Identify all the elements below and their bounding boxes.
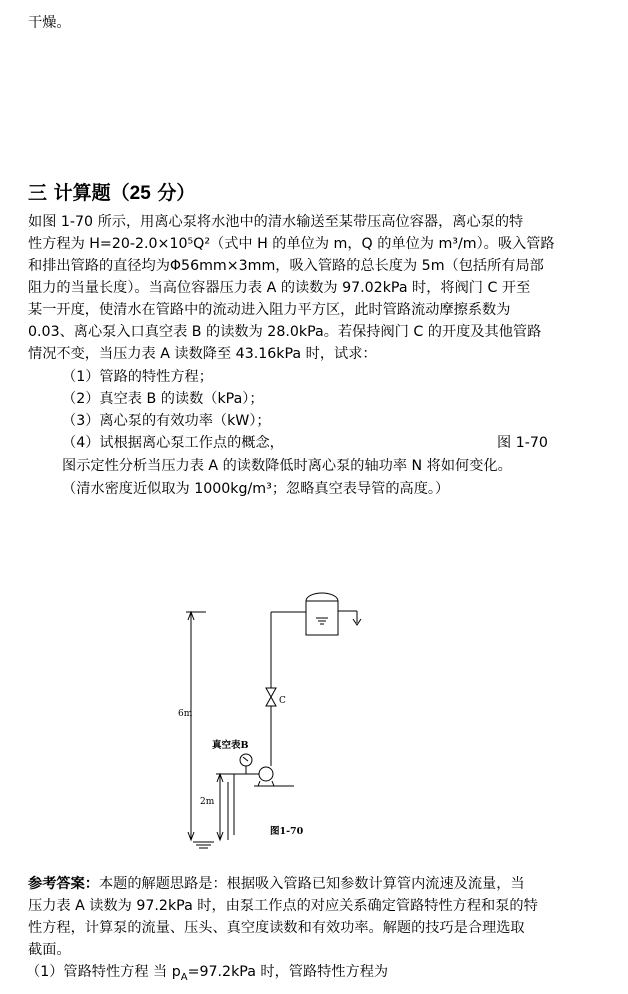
problem-line: 0.03、离心泵入口真空表 B 的读数为 28.0kPa。若保持阀门 C 的开度及其他管路: [28, 324, 542, 340]
answer-section: [28, 873, 538, 961]
high-tank-vessel: [306, 593, 338, 635]
heading-prefix: 三 计算题（: [28, 182, 130, 204]
problem-line: 性方程为 H=20-2.0×10⁵Q²（式中 H 的单位为 m，Q 的单位为 m³/m）。吸入管路: [28, 236, 555, 252]
answer-text: 本题的解题思路是：根据吸入管路已知参数计算管内流速及流量，当: [98, 876, 525, 892]
answer-line: 性方程，计算泵的流量、压头、真空度读数和有效功率。解题的技巧是合理选取: [28, 920, 525, 936]
figure-caption: 图1-70: [270, 826, 304, 837]
label-valve-c: C: [279, 696, 286, 706]
problem-line: 和排出管路的直径均为Φ56mm×3mm，吸入管路的总长度为 5m（包括所有局部: [28, 258, 544, 274]
answer-step-1-post: =97.2kPa 时，管路特性方程为: [187, 964, 389, 980]
valve-c-icon: [266, 688, 276, 706]
heading-score: 25: [129, 183, 151, 204]
figure-1-70-diagram: [176, 590, 386, 865]
section-heading: [28, 178, 195, 205]
answer-line: 截面。: [28, 942, 71, 958]
label-6m: 6m: [178, 709, 193, 719]
label-vacuum-gauge: 真空表B: [212, 740, 249, 751]
pump-base: [258, 781, 274, 786]
problem-line: 阻力的当量长度）。当高位容器压力表 A 的读数为 97.02kPa 时，将阀门 C 开至: [28, 280, 531, 296]
question-4: （4）试根据离心泵工作点的概念，: [62, 435, 284, 451]
question-1: （1）管路的特性方程；: [62, 369, 213, 385]
pump-icon: [259, 767, 273, 781]
problem-note: （清水密度近似取为 1000kg/m³；忽略真空表导管的高度。）: [62, 481, 450, 497]
top-fragment-text: 干燥。: [28, 15, 71, 31]
figure-reference: 图 1-70: [497, 435, 548, 451]
answer-line-1: [28, 873, 538, 895]
answer-step-1-pre: （1）管路特性方程 当 p: [26, 964, 181, 980]
label-2m: 2m: [200, 797, 215, 807]
answer-label: 参考答案：: [28, 876, 99, 892]
heading-suffix: 分）: [150, 182, 196, 204]
answer-step-1-sub: A: [180, 971, 188, 983]
problem-statement: [28, 211, 555, 365]
question-3: （3）离心泵的有效功率（kW）；: [62, 413, 271, 429]
answer-line: 压力表 A 读数为 97.2kPa 时，由泵工作点的对应关系确定管路特性方程和泵的特: [28, 898, 538, 914]
question-2: （2）真空表 B 的读数（kPa）；: [62, 391, 264, 407]
problem-line: 某一开度，使清水在管路中的流动进入阻力平方区，此时管路流动摩擦系数为: [28, 302, 511, 318]
problem-line: 情况不变，当压力表 A 读数降至 43.16kPa 时，试求：: [28, 346, 377, 362]
answer-step-1: [26, 961, 388, 989]
question-4-continued: 图示定性分析当压力表 A 的读数降低时离心泵的轴功率 N 将如何变化。: [62, 458, 512, 474]
problem-line: 如图 1-70 所示，用离心泵将水池中的清水输送至某带压高位容器，离心泵的特: [28, 214, 524, 230]
